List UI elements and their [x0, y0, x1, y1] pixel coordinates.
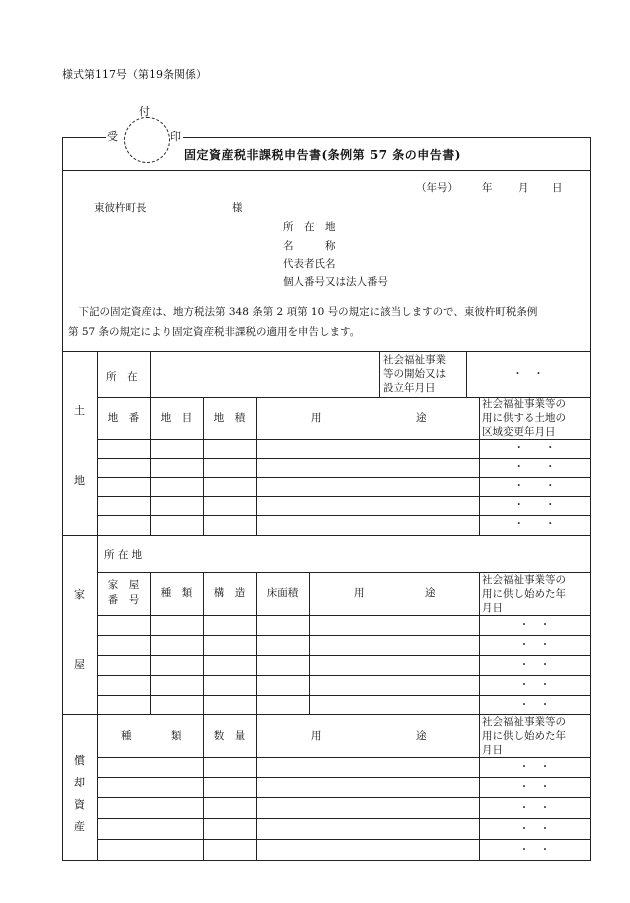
house-header-bottom — [97, 615, 590, 616]
depreciable-row-5-date: ・ ・ — [518, 844, 551, 856]
land-header-use-2: 途 — [416, 412, 427, 424]
addressee-honorific: 様 — [232, 202, 243, 214]
land-row-4-date: ・ ・ — [513, 499, 556, 511]
form-number: 様式第117号（第19条関係） — [62, 68, 207, 81]
house-location-label: 所 在 地 — [104, 549, 143, 561]
land-header-change-date-3: 区域変更年月日 — [482, 426, 556, 438]
stamp-char-left: 受 — [107, 130, 118, 143]
depreciable-row-2-date: ・ ・ — [518, 781, 551, 793]
house-label-bottom: 屋 — [74, 658, 85, 671]
house-top-line — [62, 535, 590, 536]
frame-right — [590, 137, 591, 861]
house-row-line-1 — [97, 635, 590, 636]
house-row-line-2 — [97, 655, 590, 656]
depreciable-row-1-date: ・ ・ — [518, 761, 551, 773]
depreciable-header-quantity: 数 量 — [213, 730, 246, 742]
land-row-2-date: ・ ・ — [513, 461, 556, 473]
depreciable-row-4-date: ・ ・ — [518, 823, 551, 835]
form-title: 固定資産税非課税申告書(条例第 57 条の申告書) — [184, 148, 461, 162]
house-header-use-2: 途 — [425, 587, 436, 599]
land-header-lot-number: 地 番 — [107, 412, 140, 424]
house-header-kind: 種 類 — [160, 587, 193, 599]
house-category-divider — [97, 535, 98, 714]
depreciable-label-1: 償 — [74, 754, 85, 767]
depreciable-header-start-date-3: 月日 — [482, 744, 503, 756]
applicant-name-label: 名 称 — [283, 240, 336, 252]
house-header-start-date-1: 社会福祉事業等の — [482, 574, 566, 586]
depreciable-row-line-4 — [97, 839, 590, 840]
land-row-5-date: ・ ・ — [513, 518, 556, 530]
frame-bottom — [62, 860, 590, 861]
land-start-label-3: 設立年月日 — [383, 382, 436, 394]
house-header-use-1: 用 — [354, 587, 365, 599]
house-header-structure: 構 造 — [213, 587, 246, 599]
land-label-bottom: 地 — [74, 474, 85, 487]
declaration-line-1: 下記の固定資産は、地方税法第 348 条第 2 項第 10 号の規定に該当しますので、東彼杵町税条例 — [68, 306, 538, 318]
land-start-label-1: 社会福祉事業 — [383, 354, 446, 366]
frame-top-right — [183, 137, 590, 138]
date-era: （年号） — [416, 182, 458, 194]
depreciable-header-start-date-1: 社会福祉事業等の — [482, 716, 566, 728]
reception-stamp-circle — [124, 117, 170, 163]
title-divider — [62, 170, 590, 171]
house-row-3-date: ・ ・ — [518, 659, 551, 671]
depreciable-header-start-date-2: 用に供し始めた年 — [482, 730, 566, 742]
land-start-label-left — [379, 351, 380, 397]
house-label-top: 家 — [74, 588, 85, 601]
house-row-1-date: ・ ・ — [518, 619, 551, 631]
land-header-use-1: 用 — [311, 412, 322, 424]
depreciable-header-use-1: 用 — [311, 730, 322, 742]
land-header-change-date-1: 社会福祉事業等の — [482, 398, 566, 410]
frame-left — [62, 137, 63, 861]
house-row-line-4 — [97, 695, 590, 696]
land-row-line-4 — [97, 515, 590, 516]
depreciable-row-line-3 — [97, 818, 590, 819]
land-row-3-date: ・ ・ — [513, 480, 556, 492]
land-header-land-category: 地 目 — [160, 412, 193, 424]
depreciable-header-kind-1: 種 — [121, 730, 132, 742]
depreciable-label-4: 産 — [74, 820, 85, 833]
addressee-name: 東彼杵町長 — [94, 202, 147, 214]
frame-top-left — [62, 137, 106, 138]
land-row-line-2 — [97, 477, 590, 478]
land-label-top: 土 — [74, 404, 85, 417]
depreciable-label-3: 資 — [74, 798, 85, 811]
house-header-start-date-3: 月日 — [482, 602, 503, 614]
land-start-label-2: 等の開始又は — [383, 368, 446, 380]
applicant-number-label: 個人番号又は法人番号 — [283, 276, 388, 288]
depreciable-header-use-2: 途 — [416, 730, 427, 742]
applicant-address-label: 所 在 地 — [283, 221, 336, 233]
house-header-number-1: 家 屋 — [107, 579, 140, 591]
land-col-1 — [150, 351, 151, 535]
stamp-char-right: 印 — [170, 130, 181, 143]
depreciable-row-3-date: ・ ・ — [518, 802, 551, 814]
depreciable-header-kind-2: 類 — [171, 730, 182, 742]
depreciable-header-bottom — [97, 757, 590, 758]
land-top-line — [62, 351, 590, 352]
house-row-5-date: ・ ・ — [518, 699, 551, 711]
house-header-number-2: 番 号 — [107, 594, 140, 606]
date-month: 月 — [518, 182, 529, 194]
land-header-bottom — [97, 439, 590, 440]
land-row-line-1 — [97, 458, 590, 459]
depreciable-row-line-2 — [97, 797, 590, 798]
land-category-divider — [97, 351, 98, 535]
land-location-label: 所 在 — [106, 371, 138, 383]
land-row-1-date: ・ ・ — [513, 442, 556, 454]
house-row-line-3 — [97, 675, 590, 676]
land-start-date: ・ ・ — [512, 368, 544, 380]
applicant-representative-label: 代表者氏名 — [283, 258, 336, 270]
house-header-floor-area: 床面積 — [266, 587, 299, 599]
land-row-line-3 — [97, 496, 590, 497]
house-row-4-date: ・ ・ — [518, 679, 551, 691]
stamp-char-top: 付 — [139, 105, 150, 118]
depreciable-label-2: 却 — [74, 776, 85, 789]
house-col-4 — [309, 572, 310, 714]
land-header-area: 地 積 — [213, 412, 246, 424]
date-day: 日 — [552, 182, 563, 194]
declaration-line-2: 第 57 条の規定により固定資産税非課税の適用を申告します。 — [68, 326, 361, 338]
house-header-start-date-2: 用に供し始めた年 — [482, 588, 566, 600]
land-header-change-date-2: 用に供する土地の — [482, 412, 566, 424]
date-year: 年 — [482, 182, 493, 194]
house-row-2-date: ・ ・ — [518, 639, 551, 651]
depreciable-row-line-1 — [97, 777, 590, 778]
